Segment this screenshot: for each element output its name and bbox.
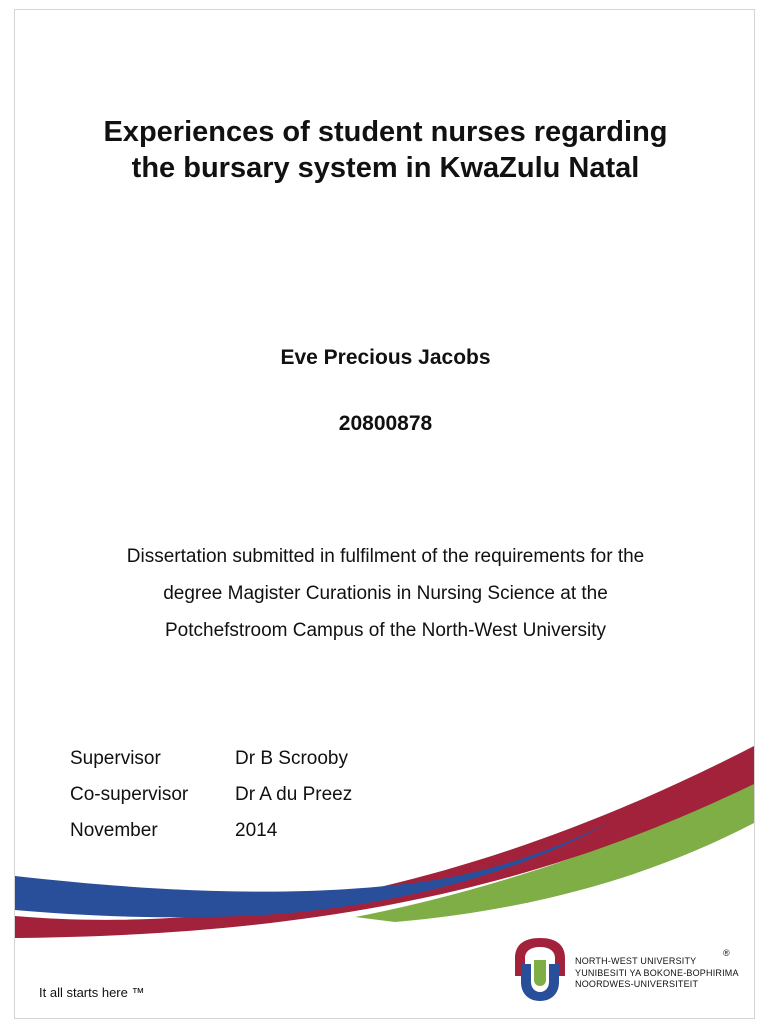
logo-green-u <box>534 960 546 986</box>
detail-label: November <box>70 820 158 841</box>
author-name: Eve Precious Jacobs <box>280 346 491 369</box>
dissertation-line-3: Potchefstroom Campus of the North-West University <box>164 620 607 641</box>
dissertation-line-2: degree Magister Curationis in Nursing Science at the <box>163 583 608 604</box>
detail-value: Dr B Scrooby <box>235 748 348 769</box>
detail-label: Co-supervisor <box>70 784 189 805</box>
detail-value: Dr A du Preez <box>235 784 353 805</box>
detail-value: 2014 <box>235 820 278 841</box>
university-name-line: NORTH-WEST UNIVERSITY <box>575 956 697 966</box>
title-line-1: Experiences of student nurses regarding <box>103 116 668 148</box>
dissertation-line-1: Dissertation submitted in fulfilment of the requirements for the <box>126 546 645 567</box>
title-line-2: the bursary system in KwaZulu Natal <box>131 152 640 184</box>
university-logo-icon <box>507 936 573 1002</box>
decorative-swoosh <box>15 10 755 1019</box>
tagline: It all starts here ™ <box>39 985 145 1000</box>
university-name <box>575 956 739 991</box>
detail-label: Supervisor <box>70 748 161 769</box>
student-number: 20800878 <box>338 412 433 435</box>
university-name-line: NOORDWES-UNIVERSITEIT <box>575 979 699 989</box>
cover-page <box>14 9 755 1019</box>
registered-mark: ® <box>723 948 730 958</box>
university-name-line: YUNIBESITI YA BOKONE-BOPHIRIMA <box>575 967 739 978</box>
